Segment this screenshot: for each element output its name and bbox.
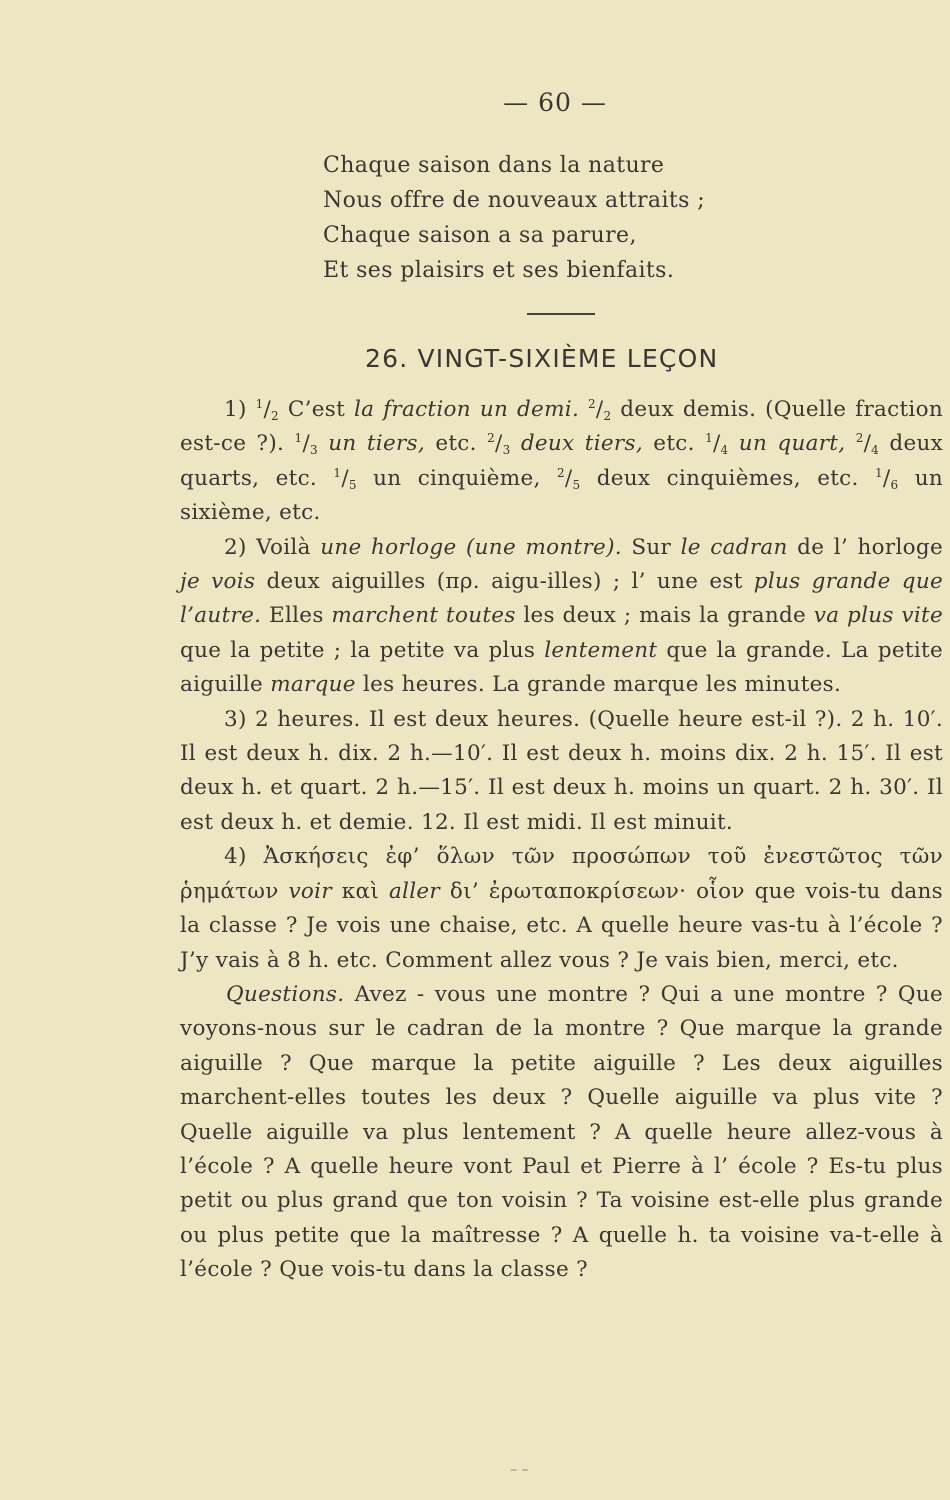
- paragraph-hours: 3) 2 heures. Il est deux heures. (Quelle heure est-il ?). 2 h. 10′. Il est deux h. dix. 2 h.—10′. Il est deux h. moins dix. 2 h. 15′. Il est deux h. et quart. 2 h.—15′. Il est deux h. moins un quart. 2 h. 30′. Il est deux h. et demie. 12. Il est midi. Il est minuit.: [180, 706, 943, 835]
- paragraph-questions: Questions. Avez - vous une montre ? Qui a une montre ? Que voyons-nous sur le cadran de la montre ? Que marque la grande aiguille ? Que marque la petite aiguille ? Les deux aiguilles marchent-elles toutes les deux ? Quelle aiguille va plus vite ? Quelle aiguille va plus lentement ? A quelle heure allez-vous à l’école ? A quelle heure vont Paul et Pierre à l’ école ? Es-tu plus petit ou plus grand que ton voisin ? Ta voisine est-elle plus grande ou plus petite que la maîtresse ? A quelle h. ta voisine va-t-elle à l’école ? Que vois-tu dans la classe ?: [180, 981, 943, 1283]
- lesson-heading: 26. VINGT-SIXIÈME LEÇON: [365, 344, 719, 373]
- lesson-body: [180, 393, 943, 1288]
- paragraph-clock: 2) Voilà une horloge (une montre). Sur le cadran de l’ horloge je vois deux aiguilles (πρ. aigu-illes) ; l’ une est plus grande que l’autre. Elles marchent toutes les deux ; mais la grande va plus vite que la petite ; la petite va plus lentement que la grande. La petite aiguille marque les heures. La grande marque les minutes.: [180, 534, 944, 698]
- paragraph-fractions: 1) $^1/_2$ C’est la fraction un demi. $^2/_2$ deux demis. (Quelle fraction est-ce ?). $^1/_3$ un tiers, etc. $^2/_3$ deux tiers, etc. $^1/_4$ un quart, $^2/_4$ deux quarts, etc. $^1/_5$ un cinquième, $^2/_5$ deux cinquièmes, etc. $^1/_6$ un sixième, etc.: [180, 397, 944, 526]
- poem-line: Et ses plaisirs et ses bienfaits.: [323, 258, 675, 283]
- poem-line: Nous offre de nouveaux attraits ;: [323, 188, 706, 213]
- poem: [323, 148, 705, 288]
- bottom-mark: – –: [510, 1462, 529, 1478]
- page-number: — 60 —: [503, 88, 607, 117]
- paragraph-exercises: 4) Ἀσκήσεις ἐφ’ ὅλων τῶν προσώπων τοῦ ἐνεστῶτος τῶν ῥημάτων voir καὶ aller δι’ ἐρωταποκρίσεων· οἷον que vois-tu dans la classe ? Je vois une chaise, etc. A quelle heure vas-tu à l’école ? J’y vais à 8 h. etc. Comment allez vous ? Je vais bien, merci, etc.: [180, 844, 944, 973]
- poem-line: Chaque saison a sa parure,: [323, 223, 637, 248]
- section-divider: [527, 313, 595, 315]
- poem-line: Chaque saison dans la nature: [323, 153, 665, 178]
